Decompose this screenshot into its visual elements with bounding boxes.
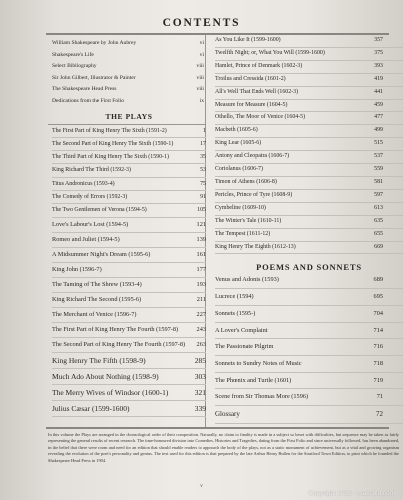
front-matter-entry bbox=[52, 73, 206, 85]
play-entry bbox=[52, 308, 206, 323]
poem-entry-page: 719 bbox=[373, 376, 383, 384]
play-entry-title: The Second Part of King Henry The Fourth (1597-8) bbox=[52, 340, 186, 348]
front-matter-entry-title: Select Bibliography bbox=[52, 63, 97, 70]
poem-entry-title: The Passionate Pilgrim bbox=[215, 343, 274, 351]
play-entry-page: 655 bbox=[374, 230, 383, 237]
poem-entry-title: Glossary bbox=[215, 410, 240, 419]
play-entry-page: 193 bbox=[196, 280, 206, 288]
editorial-note: In this volume the Plays are arranged in the chronological order of their composition. Naturally, no claim to finality is made in a subject so beset with difficulties, but sequence may be taken as fairly representing the general results of recent research. The time-honoured division into Comedies, Histories and Tragedies, dating from the First Folio and since universally followed, has been abandoned, in the belief that there were room and need for an edition that should enable readers to approach the body of the plays, not as a static monument of achievement, but as a vital and growing organism revealing the evolution of the poet's personality and genius. The text used for this edition is that prepared by the late Arthur Henry Bullen for the Stratford Town Edition, to print which he founded the Shakespeare Head Press in 1904. bbox=[48, 432, 399, 463]
play-entry bbox=[52, 191, 206, 204]
poem-entry-page: 72 bbox=[376, 410, 383, 419]
play-entry-page: 303 bbox=[194, 371, 206, 381]
play-entry-page: 419 bbox=[374, 75, 383, 82]
play-entry-page: 669 bbox=[374, 243, 383, 250]
play-entry-title: Much Ado About Nothing (1598-9) bbox=[52, 371, 159, 381]
play-entry-title: The Two Gentlemen of Verona (1594-5) bbox=[52, 207, 147, 214]
poem-entry-title: The Phœnix and Turtle (1601) bbox=[215, 376, 292, 384]
play-entry-page: 35 bbox=[200, 154, 206, 161]
poem-entry bbox=[215, 356, 403, 373]
play-entry-title: Hamlet, Prince of Denmark (1602-3) bbox=[215, 62, 303, 69]
play-entry-title: Othello, The Moor of Venice (1604-5) bbox=[215, 114, 306, 121]
copyright-watermark: Copyright 2023 - maxsold.com bbox=[308, 490, 395, 497]
play-entry-title: King Richard The Second (1595-6) bbox=[52, 295, 142, 303]
poem-entry-page: 718 bbox=[373, 359, 383, 367]
play-entry bbox=[52, 293, 206, 308]
play-entry bbox=[215, 203, 403, 216]
play-entry bbox=[215, 61, 403, 74]
play-entry-page: 339 bbox=[194, 403, 206, 413]
play-entry bbox=[52, 233, 206, 248]
plays-heading: THE PLAYS bbox=[105, 111, 153, 121]
poems-section bbox=[215, 262, 403, 423]
play-entry-title: Pericles, Prince of Tyre (1608-9) bbox=[215, 191, 293, 198]
play-entry bbox=[52, 385, 206, 401]
play-entry-title: The Merchant of Venice (1596-7) bbox=[52, 310, 137, 318]
play-entry-title: The Taming of The Shrew (1593-4) bbox=[52, 280, 142, 288]
poem-entry bbox=[215, 389, 403, 406]
poem-entry-page: 71 bbox=[376, 393, 383, 401]
play-entry-title: King Henry The Fifth (1598-9) bbox=[52, 355, 146, 365]
play-entry-title: As You Like It (1599-1600) bbox=[215, 37, 281, 43]
play-entry-title: Romeo and Juliet (1594-5) bbox=[52, 235, 120, 243]
front-matter-entry-title: Shakespeare's Life bbox=[52, 51, 94, 58]
front-matter-entry-title: Sir John Gilbert, Illustrator & Painter bbox=[52, 74, 136, 81]
poem-entry bbox=[215, 373, 403, 390]
front-matter-entry-page: vi bbox=[199, 51, 204, 58]
play-entry-title: Macbeth (1605-6) bbox=[215, 127, 258, 134]
play-entry bbox=[215, 229, 403, 242]
play-entry bbox=[215, 100, 403, 113]
play-entry-page: 477 bbox=[374, 114, 383, 121]
poem-entry-title: A Lover's Complaint bbox=[215, 326, 268, 334]
play-entry bbox=[215, 216, 403, 229]
play-entry-page: 499 bbox=[374, 127, 383, 134]
play-entry-title: The Comedy of Errors (1592-3) bbox=[52, 194, 128, 201]
play-entry bbox=[215, 151, 403, 164]
play-entry bbox=[215, 125, 403, 138]
play-entry bbox=[52, 138, 206, 151]
front-matter-entry bbox=[52, 50, 206, 62]
play-entry-page: 227 bbox=[196, 310, 206, 318]
play-entry-page: 91 bbox=[200, 194, 206, 201]
poem-entry bbox=[215, 272, 403, 289]
poem-entry bbox=[215, 289, 403, 306]
play-entry-title: King Lear (1605-6) bbox=[215, 140, 262, 147]
front-matter-entry-page: vi bbox=[199, 40, 204, 46]
front-matter-entry-page: viii bbox=[196, 74, 204, 81]
plays-list-left bbox=[52, 125, 206, 417]
front-matter-entry-title: The Shakespeare Head Press bbox=[52, 86, 117, 93]
play-entry-title: King Richard The Third (1592-3) bbox=[52, 167, 131, 174]
poem-entry-title: Scene from Sir Thomas More (1596) bbox=[215, 393, 309, 401]
poem-entry bbox=[215, 323, 403, 340]
front-matter-entry-page: viii bbox=[196, 86, 204, 93]
play-entry bbox=[52, 278, 206, 293]
play-entry-title: A Midsummer Night's Dream (1595-6) bbox=[52, 250, 151, 258]
play-entry-page: 559 bbox=[374, 166, 383, 173]
poem-entry-title: Venus and Adonis (1593) bbox=[215, 276, 279, 284]
front-matter-entry bbox=[52, 38, 206, 50]
play-entry-title: The Tempest (1611-12) bbox=[215, 230, 271, 237]
play-entry bbox=[52, 338, 206, 353]
play-entry-title: Titus Andronicus (1593-4) bbox=[52, 180, 115, 187]
play-entry-title: The First Part of King Henry The Sixth (1591-2) bbox=[52, 127, 167, 134]
poem-entry bbox=[215, 339, 403, 356]
play-entry bbox=[215, 242, 403, 255]
play-entry-page: 285 bbox=[194, 355, 206, 365]
play-entry bbox=[215, 35, 403, 48]
play-entry bbox=[52, 151, 206, 164]
play-entry bbox=[52, 323, 206, 338]
play-entry bbox=[52, 248, 206, 263]
poem-entry-page: 689 bbox=[373, 276, 383, 284]
front-matter-entry bbox=[52, 96, 206, 108]
play-entry bbox=[52, 164, 206, 177]
play-entry-page: 321 bbox=[194, 387, 206, 397]
play-entry-page: 375 bbox=[374, 49, 383, 56]
left-column bbox=[52, 38, 206, 417]
front-matter-entry-title: Dedications from the First Folio bbox=[52, 97, 125, 104]
play-entry-page: 441 bbox=[374, 88, 383, 95]
play-entry bbox=[52, 353, 206, 369]
play-entry-title: King Henry The Eighth (1612-13) bbox=[215, 243, 296, 250]
play-entry-page: 75 bbox=[200, 180, 206, 187]
play-entry bbox=[52, 263, 206, 278]
play-entry-page: 635 bbox=[374, 217, 383, 224]
poem-entry-page: 714 bbox=[373, 326, 383, 334]
play-entry-title: Measure for Measure (1604-5) bbox=[215, 101, 288, 108]
play-entry bbox=[215, 138, 403, 151]
play-entry-page: 459 bbox=[374, 101, 383, 108]
play-entry bbox=[215, 164, 403, 177]
play-entry-page: 243 bbox=[196, 325, 206, 333]
poems-list bbox=[215, 272, 403, 423]
play-entry-page: 177 bbox=[196, 265, 206, 273]
page-title: CONTENTS bbox=[162, 17, 241, 29]
play-entry bbox=[52, 218, 206, 233]
bottom-rule bbox=[46, 427, 389, 429]
play-entry-page: 121 bbox=[196, 220, 206, 228]
play-entry-title: The Second Part of King Henry The Sixth (1590-1) bbox=[52, 140, 174, 147]
play-entry bbox=[215, 190, 403, 203]
play-entry bbox=[52, 178, 206, 191]
play-entry-page: 515 bbox=[374, 140, 383, 147]
play-entry-page: 537 bbox=[374, 153, 383, 160]
play-entry bbox=[215, 87, 403, 100]
play-entry-page: 357 bbox=[374, 37, 383, 43]
play-entry bbox=[215, 177, 403, 190]
play-entry bbox=[52, 125, 206, 138]
play-entry-title: Julius Cæsar (1599-1600) bbox=[52, 403, 130, 413]
front-matter-entry bbox=[52, 61, 206, 73]
play-entry-page: 105 bbox=[197, 207, 206, 214]
play-entry-page: 211 bbox=[196, 295, 206, 303]
right-column bbox=[215, 35, 403, 424]
poem-entry-page: 704 bbox=[373, 309, 383, 317]
play-entry bbox=[52, 204, 206, 217]
play-entry bbox=[52, 369, 206, 385]
front-matter-entry bbox=[52, 84, 206, 96]
front-matter-entry-page: ix bbox=[199, 97, 204, 104]
front-matter-entry-title: William Shakespeare by John Aubrey bbox=[52, 40, 137, 46]
play-entry-page: 263 bbox=[196, 340, 206, 348]
play-entry-page: 53 bbox=[200, 167, 206, 174]
play-entry-page: 393 bbox=[374, 62, 383, 69]
poem-entry bbox=[215, 306, 403, 323]
front-matter-list bbox=[52, 38, 206, 108]
play-entry-title: Timon of Athens (1606-8) bbox=[215, 178, 277, 185]
play-entry-title: Troilus and Cressida (1601-2) bbox=[215, 75, 286, 82]
play-entry-page: 581 bbox=[374, 178, 383, 185]
play-entry-title: Cymbeline (1609-10) bbox=[215, 204, 266, 211]
poem-entry-page: 716 bbox=[373, 343, 383, 351]
play-entry-title: King John (1596-7) bbox=[52, 265, 102, 273]
play-entry-title: The Third Part of King Henry The Sixth (1590-1) bbox=[52, 154, 169, 161]
page-number: v bbox=[200, 484, 203, 489]
play-entry-title: Twelfth Night; or, What You Will (1599-1600) bbox=[215, 49, 325, 56]
play-entry-page: 139 bbox=[196, 235, 206, 243]
play-entry-title: The Merry Wives of Windsor (1600-1) bbox=[52, 387, 169, 397]
play-entry bbox=[215, 48, 403, 61]
play-entry-page: 161 bbox=[196, 250, 206, 258]
play-entry-title: Love's Labour's Lost (1594-5) bbox=[52, 220, 129, 228]
play-entry-title: Coriolanus (1606-7) bbox=[215, 166, 263, 173]
poem-entry-page: 695 bbox=[373, 293, 383, 301]
play-entry-page: 597 bbox=[374, 191, 383, 198]
play-entry bbox=[215, 112, 403, 125]
play-entry-page: 17 bbox=[200, 140, 206, 147]
poem-entry bbox=[215, 406, 403, 424]
play-entry-title: All's Well That Ends Well (1602-3) bbox=[215, 88, 299, 95]
poem-entry-title: Sonnets (1595-) bbox=[215, 309, 256, 317]
poem-entry-title: Sonnets to Sundry Notes of Music bbox=[215, 359, 302, 367]
play-entry-title: The Winter's Tale (1610-11) bbox=[215, 217, 282, 224]
play-entry-title: The First Part of King Henry The Fourth (1597-8) bbox=[52, 325, 179, 333]
plays-list-right bbox=[215, 35, 403, 254]
play-entry bbox=[215, 74, 403, 87]
play-entry-page: 613 bbox=[374, 204, 383, 211]
poem-entry-title: Lucrece (1594) bbox=[215, 293, 254, 301]
play-entry-page: 1 bbox=[203, 127, 206, 134]
poems-heading: POEMS AND SONNETS bbox=[256, 262, 362, 273]
front-matter-entry-page: viii bbox=[196, 63, 204, 70]
play-entry-title: Antony and Cleopatra (1606-7) bbox=[215, 153, 290, 160]
play-entry bbox=[52, 401, 206, 417]
